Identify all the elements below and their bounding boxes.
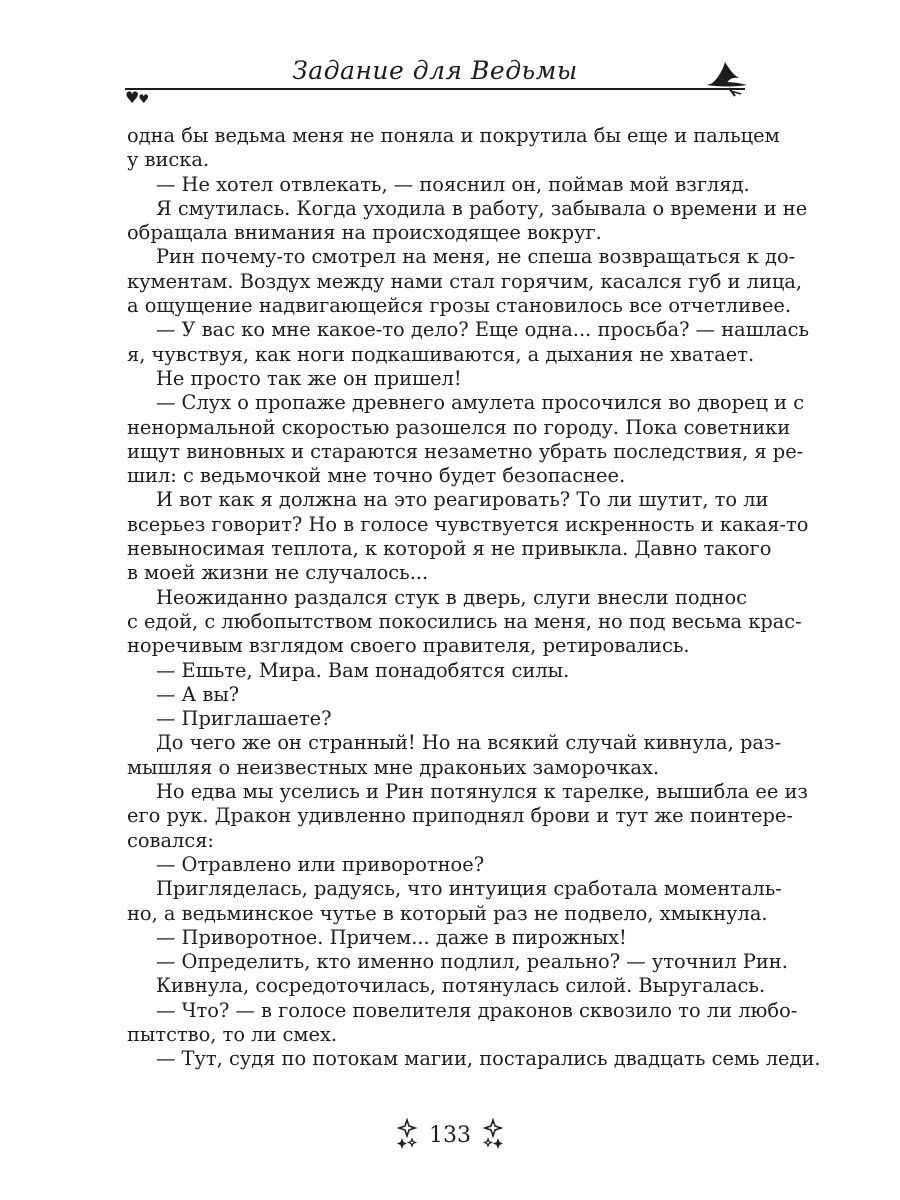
text-line: ищут виновных и стараются незаметно убрать последствия, я ре-	[127, 439, 804, 463]
text-line: у виска.	[127, 148, 210, 172]
sparkle-ornament-icon	[395, 1118, 419, 1152]
text-line: обращала внимания на происходящее вокруг.	[127, 221, 602, 245]
text-line: а ощущение надвигающейся грозы становилось все отчетливее.	[127, 294, 792, 318]
text-line: кументам. Воздух между нами стал горячим, касался губ и лица,	[127, 269, 803, 293]
text-line: Я смутилась. Когда уходила в работу, забывала о времени и не	[156, 196, 808, 220]
witch-hat-icon	[705, 58, 749, 98]
text-line: всерьез говорит? Но в голосе чувствуется искренность и какая-то	[127, 512, 809, 536]
text-line: — Определить, кто именно подлил, реально? — уточнил Рин.	[156, 950, 788, 974]
text-line: норечивым взглядом своего правителя, ретировались.	[127, 634, 690, 658]
page-footer	[380, 1118, 520, 1158]
text-line: Рин почему-то смотрел на меня, не спеша возвращаться к до-	[156, 245, 796, 269]
text-line: — Тут, судя по потокам магии, постарались двадцать семь леди.	[156, 1047, 821, 1071]
page-number: 133	[429, 1122, 471, 1148]
text-line: — Приглашаете?	[156, 707, 332, 731]
text-line: — Приворотное. Причем... даже в пирожных!	[156, 925, 627, 949]
text-line: — Слух о пропаже древнего амулета просочился во дворец и с	[156, 391, 805, 415]
text-line: невыносимая теплота, к которой я не привыкла. Давно такого	[127, 537, 772, 561]
text-line: ненормальной скоростью разошелся по городу. Пока советники	[127, 415, 791, 439]
text-line: — Ешьте, Мира. Вам понадобятся силы.	[156, 658, 570, 682]
text-line: — Отравлено или приворотное?	[156, 852, 485, 876]
hearts-ornament-icon: ♥♥	[125, 88, 150, 107]
text-line: — А вы?	[156, 682, 240, 706]
text-line: До чего же он странный! Но на всякий случай кивнула, раз-	[156, 731, 782, 755]
text-line: совался:	[127, 828, 214, 852]
text-line: мышляя о неизвестных мне драконьих заморочках.	[127, 755, 660, 779]
header-rule	[125, 88, 745, 90]
text-line: И вот как я должна на это реагировать? То ли шутит, то ли	[156, 488, 769, 512]
book-title: Задание для Ведьмы	[292, 56, 578, 85]
text-line: — У вас ко мне какое-то дело? Еще одна... просьба? — нашлась	[156, 318, 810, 342]
text-line: Пригляделась, радуясь, что интуиция сработала моменталь-	[156, 877, 782, 901]
body-text	[127, 124, 821, 1072]
text-line: я, чувствуя, как ноги подкашиваются, а дыхания не хватает.	[127, 342, 755, 366]
text-line: одна бы ведьма меня не поняла и покрутила бы еще и пальцем	[127, 124, 780, 147]
text-line: — Что? — в голосе повелителя драконов сквозило то ли любо-	[156, 998, 798, 1022]
text-line: Не просто так же он пришел!	[156, 366, 462, 390]
text-line: в моей жизни не случалось...	[127, 561, 429, 585]
text-line: — Не хотел отвлекать, — пояснил он, поймав мой взгляд.	[156, 172, 750, 196]
text-line: но, а ведьминское чутье в который раз не подвело, хмыкнула.	[127, 901, 768, 925]
text-line: Неожиданно раздался стук в дверь, слуги внесли поднос	[156, 585, 747, 609]
sparkle-ornament-icon	[481, 1118, 505, 1152]
text-line: шил: с ведьмочкой мне точно будет безопаснее.	[127, 464, 626, 488]
text-line: с едой, с любопытством покосились на меня, но под весьма крас-	[127, 609, 802, 633]
text-line: пытство, то ли смех.	[127, 1022, 338, 1046]
text-line: Кивнула, сосредоточилась, потянулась силой. Выругалась.	[156, 974, 766, 998]
text-line: Но едва мы уселись и Рин потянулся к тарелке, вышибла ее из	[156, 780, 808, 804]
text-line: его рук. Дракон удивленно приподнял брови и тут же поинтере-	[127, 804, 793, 828]
running-header	[125, 52, 745, 110]
